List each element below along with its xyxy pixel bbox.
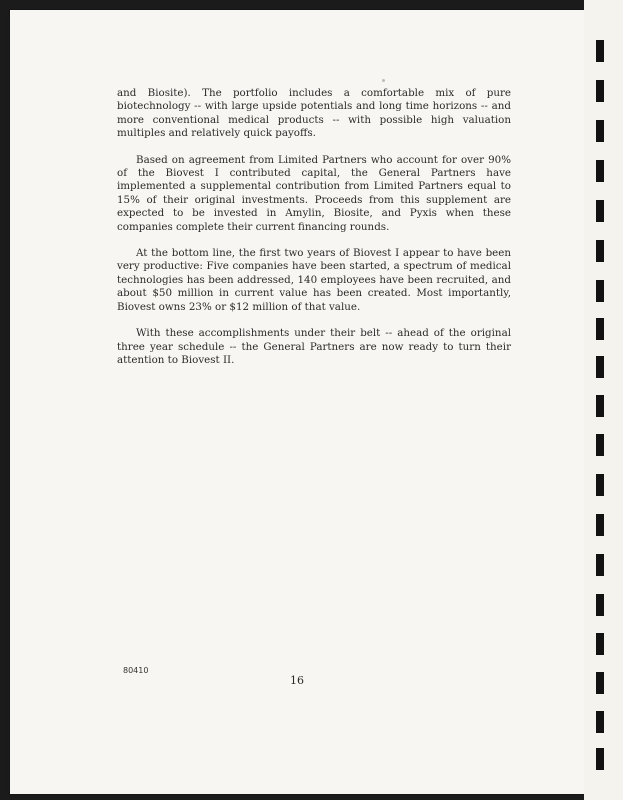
- paragraph-3: At the bottom line, the first two years of Biovest I appear to have been very productive: Five companies have been started, a spectrum of medical technologies has been addressed, 140 employees have been recruited, and about $50 million in current value has been created. Most importantly, Biovest owns 23% or $12 million of that value.: [117, 247, 511, 313]
- page-number: 16: [290, 674, 304, 687]
- binding-strip: [584, 0, 623, 800]
- binding-hole: [596, 318, 604, 340]
- binding-hole: [596, 80, 604, 102]
- binding-hole: [596, 633, 604, 655]
- binding-hole: [596, 748, 604, 770]
- paper-sheet: [10, 10, 584, 794]
- document-code: 80410: [123, 666, 149, 675]
- body-text: [117, 87, 511, 380]
- binding-hole: [596, 240, 604, 262]
- binding-hole: [596, 434, 604, 456]
- paragraph-4: With these accomplishments under their belt -- ahead of the original three year schedule -- the General Partners are now ready to turn their attention to Biovest II.: [117, 327, 511, 366]
- binding-hole: [596, 554, 604, 576]
- binding-hole: [596, 594, 604, 616]
- binding-hole: [596, 160, 604, 182]
- binding-hole: [596, 395, 604, 417]
- binding-hole: [596, 40, 604, 62]
- paragraph-1: and Biosite). The portfolio includes a comfortable mix of pure biotechnology -- with large upside potentials and long time horizons -- and more conventional medical products -- with possible high valuation multiples and relatively quick payoffs.: [117, 87, 511, 140]
- binding-hole: [596, 356, 604, 378]
- dust-speck: [382, 79, 385, 82]
- binding-hole: [596, 280, 604, 302]
- binding-hole: [596, 474, 604, 496]
- binding-hole: [596, 711, 604, 733]
- binding-hole: [596, 120, 604, 142]
- binding-hole: [596, 200, 604, 222]
- paragraph-2: Based on agreement from Limited Partners who account for over 90% of the Biovest I contributed capital, the General Partners have implemented a supplemental contribution from Limited Partners equal to 15% of their original investments. Proceeds from this supplement are expected to be invested in Amylin, Biosite, and Pyxis when these companies complete their current financing rounds.: [117, 153, 511, 233]
- binding-hole: [596, 514, 604, 536]
- binding-hole: [596, 672, 604, 694]
